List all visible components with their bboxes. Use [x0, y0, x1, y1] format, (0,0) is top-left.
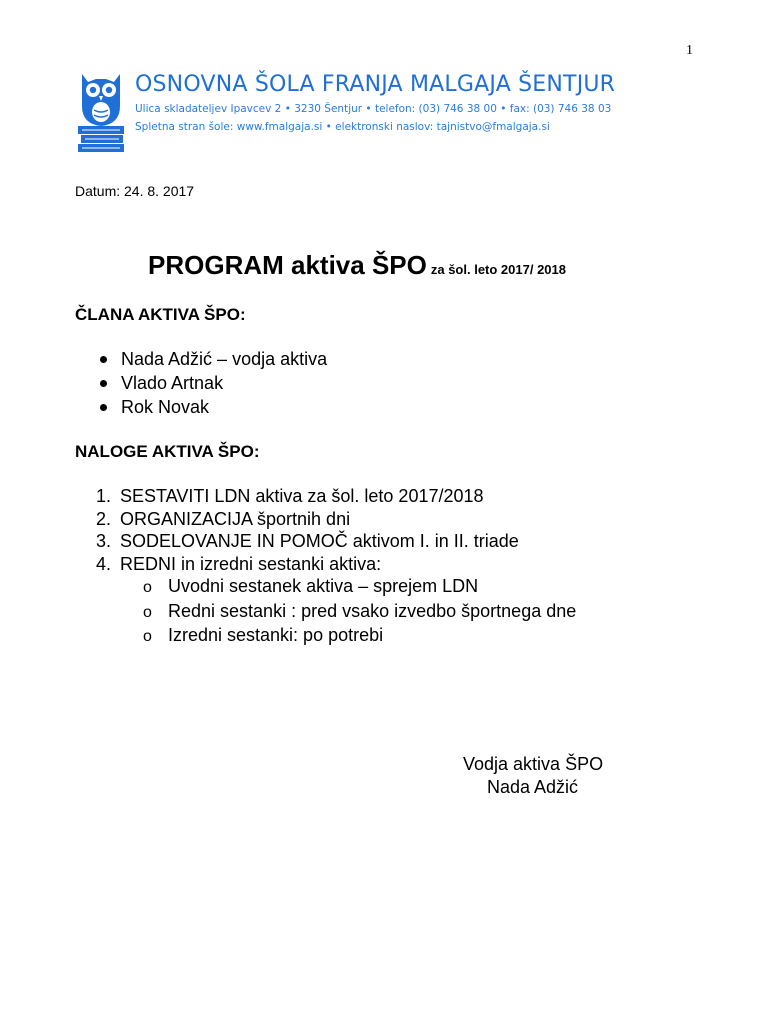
document-title [148, 250, 566, 281]
list-item: Nada Adžić – vodja aktiva [98, 347, 327, 371]
item-text: ORGANIZACIJA športnih dni [120, 508, 351, 529]
sublist-marker: o [143, 579, 152, 596]
school-name: OSNOVNA ŠOLA FRANJA MALGAJA ŠENTJUR [135, 72, 616, 97]
title-sub: za šol. leto 2017/ 2018 [430, 262, 566, 277]
item-text: SODELOVANJE IN POMOČ aktivom I. in II. triade [120, 531, 519, 551]
school-web-contacts: Spletna stran šole: www.fmalgaja.si • elektronski naslov: tajnistvo@fmalgaja.si [135, 121, 550, 133]
page-number: 1 [686, 43, 693, 58]
sublist-text: Redni sestanki : pred vsako izvedbo športnega dne [168, 600, 577, 621]
item-number: 1. [96, 486, 112, 506]
owl-on-books-logo [76, 66, 126, 156]
school-address: Ulica skladateljev Ipavcev 2 • 3230 Šentjur • telefon: (03) 746 38 00 • fax: (03) 746 38 03 [135, 103, 612, 115]
sublist-text: Uvodni sestanek aktiva – sprejem LDN [168, 576, 479, 596]
item-number: 2. [96, 508, 112, 529]
signature-block [463, 753, 603, 799]
sublist-item [143, 600, 576, 625]
tasks-list [96, 485, 576, 649]
sublist-text: Izredni sestanki: po potrebi [168, 625, 384, 645]
list-item: Rok Novak [98, 395, 327, 419]
list-item [96, 530, 576, 553]
sublist-marker: o [143, 603, 152, 621]
sublist-item [143, 575, 576, 600]
signature-role: Vodja aktiva ŠPO [463, 754, 604, 774]
signature-name: Nada Adžić [487, 777, 579, 797]
members-heading: ČLANA AKTIVA ŠPO: [75, 305, 246, 324]
members-list [98, 347, 327, 419]
list-item [96, 508, 576, 531]
tasks-heading: NALOGE AKTIVA ŠPO: [75, 442, 260, 461]
item-number: 4. [96, 553, 112, 574]
list-item: Vlado Artnak [98, 371, 327, 395]
item-text: REDNI in izredni sestanki aktiva: [120, 553, 382, 574]
meetings-sublist [96, 575, 576, 649]
list-item [96, 485, 576, 508]
document-date: Datum: 24. 8. 2017 [75, 183, 195, 199]
list-item [96, 553, 576, 649]
item-number: 3. [96, 531, 112, 551]
sublist-marker: o [143, 628, 152, 645]
item-text: SESTAVITI LDN aktiva za šol. leto 2017/2018 [120, 486, 484, 506]
sublist-item [143, 624, 576, 649]
title-main: PROGRAM aktiva ŠPO [148, 250, 427, 280]
